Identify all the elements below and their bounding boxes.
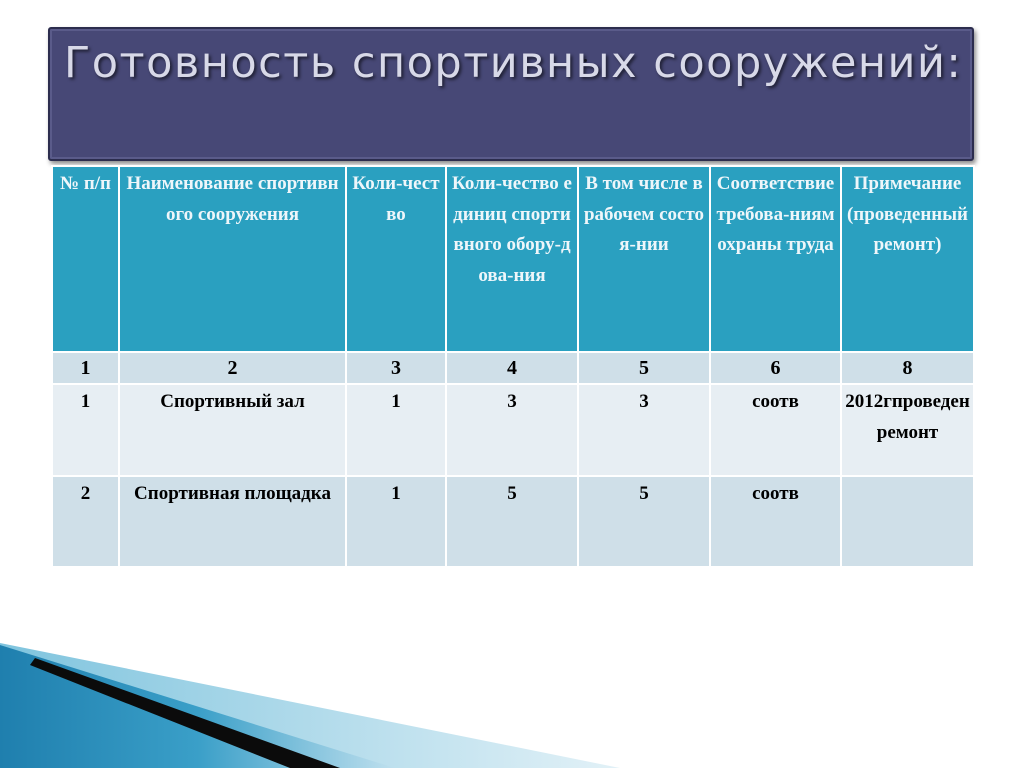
header-cell-working-condition: В том числе в рабочем состоя-нии (578, 166, 710, 352)
column-number-cell: 1 (52, 352, 119, 384)
slide-title: Готовность спортивных сооружений: (64, 38, 963, 88)
column-number-cell: 3 (346, 352, 446, 384)
table-cell: 2012гпроведен ремонт (841, 384, 974, 476)
header-cell-name: Наименование спортивного сооружения (119, 166, 346, 352)
decorative-swoosh (0, 643, 620, 768)
facilities-table (51, 165, 975, 568)
header-cell-number: № п/п (52, 166, 119, 352)
header-cell-quantity: Коли-чество (346, 166, 446, 352)
header-cell-equipment-units: Коли-чество единиц спортивного обору-дова-ния (446, 166, 578, 352)
header-row (52, 166, 974, 352)
table-cell: соотв (710, 476, 841, 567)
table-cell: соотв (710, 384, 841, 476)
table-cell: 1 (346, 476, 446, 567)
table-cell: Спортивный зал (119, 384, 346, 476)
column-number-cell: 8 (841, 352, 974, 384)
table-row (52, 476, 974, 567)
title-banner (48, 27, 974, 161)
table-cell: 1 (346, 384, 446, 476)
table-cell: 5 (578, 476, 710, 567)
column-number-cell: 6 (710, 352, 841, 384)
table-cell: 2 (52, 476, 119, 567)
header-cell-safety-compliance: Соответствие требова-ниям охраны труда (710, 166, 841, 352)
table-cell: 1 (52, 384, 119, 476)
table-row (52, 384, 974, 476)
column-number-row (52, 352, 974, 384)
header-cell-note: Примечание (проведенный ремонт) (841, 166, 974, 352)
table-cell: 3 (578, 384, 710, 476)
column-number-cell: 4 (446, 352, 578, 384)
table-cell: 3 (446, 384, 578, 476)
table-cell (841, 476, 974, 567)
table-cell: Спортивная площадка (119, 476, 346, 567)
table-cell: 5 (446, 476, 578, 567)
column-number-cell: 2 (119, 352, 346, 384)
column-number-cell: 5 (578, 352, 710, 384)
